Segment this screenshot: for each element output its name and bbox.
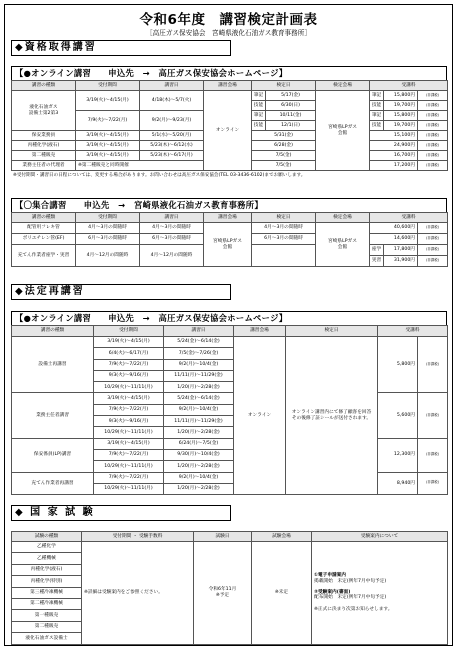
tax-cell: (非課税) bbox=[418, 438, 448, 472]
exam-info: ①電子申請案内 掲載開始 未定(例年7月中旬予定) ②受験案内(書面) 配布開始 未定(例年7月中旬予定) ※正式に決まり次第お知らせします。 bbox=[312, 542, 448, 645]
tax-cell: (非課税) bbox=[418, 131, 448, 141]
koshu-cell: 4/18(木)〜5/7(火) bbox=[140, 91, 204, 111]
online1-heading: 【●オンライン講習 申込先 → 高圧ガス保安協会ホームページ】 bbox=[11, 66, 447, 80]
koshu-cell: 4月〜12月の間随時 bbox=[140, 245, 204, 267]
header-cell: 講習日 bbox=[140, 213, 204, 223]
header-cell: 講習日 bbox=[164, 326, 234, 337]
course-name: 丙種化学(液石) bbox=[12, 141, 76, 151]
fee-tag: 筆記 bbox=[370, 91, 384, 101]
kokka-table bbox=[11, 531, 448, 645]
header-cell: 講習の種類 bbox=[12, 81, 76, 91]
koshu-cell: 6/24(月)〜7/5(金) bbox=[164, 438, 234, 449]
online1-table bbox=[11, 80, 448, 171]
kentei-cell: 12/1(日) bbox=[266, 121, 316, 131]
header-cell: 試験会場 bbox=[252, 532, 312, 542]
exam-type: 第二種冷凍機械 bbox=[12, 598, 82, 609]
koshu-cell: 1/20(月)〜2/28(金) bbox=[164, 427, 234, 438]
course-name: 充てん作業者座学・実習 bbox=[12, 245, 76, 267]
kentei-tag: 技能 bbox=[252, 101, 266, 111]
tax-cell: (非課税) bbox=[418, 91, 448, 101]
fee-cell: 12,300円 bbox=[378, 438, 418, 472]
kentei-cell: 5/17(金) bbox=[266, 91, 316, 101]
online2-heading: 【●オンライン講習 申込先 → 高圧ガス保安協会ホームページ】 bbox=[11, 311, 447, 325]
kentei-cell: 6月〜3月の間随時 bbox=[252, 234, 316, 245]
course-name: 配管用フレキ管 bbox=[12, 223, 76, 234]
fee-cell: 15,800円 bbox=[384, 111, 418, 121]
header-cell: 受講料 bbox=[378, 326, 448, 337]
tax-cell: (非課税) bbox=[418, 337, 448, 393]
header-cell: 検定日 bbox=[252, 213, 316, 223]
uketsuke-cell: 9/3(火)〜9/16(月) bbox=[94, 416, 164, 427]
uketsuke-cell: 7/9(火)〜7/22(月) bbox=[94, 359, 164, 370]
header-cell: 受付期間 bbox=[76, 81, 140, 91]
uketsuke-cell: 3/19(火)〜4/15(月) bbox=[94, 393, 164, 404]
fee-cell: 15,100円 bbox=[370, 131, 418, 141]
koshu-cell: 5/1(水)〜5/20(月) bbox=[140, 131, 204, 141]
page-subtitle: ［高圧ガス保安協会 宮崎県液化石油ガス教育事務所］ bbox=[146, 29, 311, 37]
koshu-cell: 11/11(月)〜11/29(金) bbox=[164, 370, 234, 381]
uketsuke-cell: 3/19(火)〜4/15(月) bbox=[76, 131, 140, 141]
koshu-cell: 1/20(月)〜2/28(金) bbox=[164, 483, 234, 494]
tax-cell: (非課税) bbox=[418, 161, 448, 171]
table-row bbox=[12, 91, 448, 101]
course-name: 設備士再講習 bbox=[12, 337, 94, 393]
header-cell: 受講料 bbox=[370, 81, 448, 91]
online1-header-row bbox=[12, 81, 448, 91]
tax-cell: (非課税) bbox=[418, 472, 448, 495]
uketsuke-cell: 10/29(火)〜11/11(月) bbox=[94, 382, 164, 393]
uketsuke-cell: 3/19(火)〜4/15(月) bbox=[76, 141, 140, 151]
exam-type: 乙種機械 bbox=[12, 553, 82, 564]
tax-cell: (非課税) bbox=[418, 223, 448, 234]
shugo-table bbox=[11, 212, 448, 267]
fee-cell: 14,600円 bbox=[370, 234, 418, 245]
page-title: 令和6年度 講習検定計画表 bbox=[139, 12, 318, 28]
uketsuke-cell: 3/19(火)〜4/15(月) bbox=[94, 438, 164, 449]
koshu-cell: 4月〜3月の間随時 bbox=[140, 223, 204, 234]
header-cell: 講習の種類 bbox=[12, 213, 76, 223]
fee-tag: 座学 bbox=[370, 245, 384, 256]
uketsuke-cell: 7/9(火)〜7/22(月) bbox=[94, 404, 164, 415]
tax-cell: (非課税) bbox=[418, 101, 448, 111]
uketsuke-cell: 3/19(火)〜4/15(月) bbox=[76, 151, 140, 161]
header-cell: 受付期間 bbox=[76, 213, 140, 223]
online1-note: ※受付期間・講習日の日程については、変更する場合があります。お問い合わせは高圧ガス保安協会(TEL 03-3436-6102)までお願いします。 bbox=[13, 173, 306, 178]
uketsuke-cell: 3/19(火)〜4/15(月) bbox=[76, 91, 140, 111]
uketsuke-cell: 10/29(火)〜11/11(月) bbox=[94, 427, 164, 438]
kentei-cell: 7/5(金) bbox=[252, 151, 316, 161]
koshu-cell: 9/2(月)〜10/4(金) bbox=[164, 359, 234, 370]
koshu-cell: 5/24(金)〜6/14(金) bbox=[164, 337, 234, 348]
kentei-cell bbox=[252, 245, 316, 267]
uketsuke-cell: 7/9(火)〜7/22(月) bbox=[94, 472, 164, 483]
header-cell: 検定会場 bbox=[316, 81, 370, 91]
course-name: 液化石油ガス 設備士第2第3 bbox=[12, 91, 76, 131]
course-name: 保安係員(LP)講習 bbox=[12, 438, 94, 472]
fee-cell: 19,700円 bbox=[384, 101, 418, 111]
kentei-tag: 技能 bbox=[252, 121, 266, 131]
uketsuke-cell: 10/29(火)〜11/11(月) bbox=[94, 483, 164, 494]
koshu-cell: 5/23(木)〜6/17(月) bbox=[140, 151, 204, 161]
fee-cell: 19,700円 bbox=[384, 121, 418, 131]
tax-cell: (非課税) bbox=[418, 111, 448, 121]
fee-cell: 5,600円 bbox=[378, 393, 418, 438]
shugo-heading: 【〇集合講習 申込先 → 宮崎県液化石油ガス教育事務所】 bbox=[11, 198, 447, 212]
koshu-cell: 7/5(金)〜7/26(金) bbox=[164, 348, 234, 359]
exam-type: 第三種冷凍機械 bbox=[12, 587, 82, 598]
table-row bbox=[12, 438, 448, 449]
header-cell: 受講料 bbox=[370, 213, 448, 223]
header-cell: 講習日 bbox=[140, 81, 204, 91]
koshu-cell: ※第二種販売と同時開催 bbox=[76, 161, 204, 171]
koshu-cell: 5/23(木)〜6/12(水) bbox=[140, 141, 204, 151]
tax-cell: (非課税) bbox=[418, 245, 448, 256]
header-cell: 講習会場 bbox=[204, 213, 252, 223]
course-name: 業務主任者講習 bbox=[12, 393, 94, 438]
fee-cell: 17,200円 bbox=[370, 161, 418, 171]
fee-cell: 15,800円 bbox=[384, 91, 418, 101]
fee-cell: 8,940円 bbox=[378, 472, 418, 495]
online2-header-row bbox=[12, 326, 448, 337]
kentei-tag: 筆記 bbox=[252, 111, 266, 121]
kentei-cell: オンライン講習内にて修了顧客を回答 その後修了証シールが送付されます。 bbox=[286, 337, 378, 495]
online2-table bbox=[11, 325, 448, 495]
uketsuke-cell: 6/4(火)〜6/17(月) bbox=[94, 348, 164, 359]
kentei-cell: 6/30(日) bbox=[266, 101, 316, 111]
koshu-cell: 1/20(月)〜2/28(金) bbox=[164, 461, 234, 472]
fee-tag: 筆記 bbox=[370, 111, 384, 121]
header-cell: 検定日 bbox=[286, 326, 378, 337]
fee-tag: 実習 bbox=[370, 256, 384, 267]
section-hotei-title: ◆法定再講習 bbox=[11, 284, 231, 300]
tax-cell: (非課税) bbox=[418, 141, 448, 151]
uketsuke-cell: 9/3(火)〜9/16(月) bbox=[94, 370, 164, 381]
exam-venue-cell: 宮崎県LPガス 会館 bbox=[316, 223, 370, 267]
header-cell: 受付期間 bbox=[94, 326, 164, 337]
fee-tag: 技能 bbox=[370, 101, 384, 111]
koshu-cell: 1/20(月)〜2/28(金) bbox=[164, 382, 234, 393]
exam-type: 丙種化学(液石) bbox=[12, 564, 82, 575]
fee-cell: 17,800円 bbox=[384, 245, 418, 256]
section-shikaku-title: ◆資格取得講習 bbox=[11, 40, 231, 56]
fee-cell: 31,900円 bbox=[384, 256, 418, 267]
tax-cell: (非課税) bbox=[418, 151, 448, 161]
koshu-cell: 9/30(月)〜10/4(金) bbox=[164, 449, 234, 460]
uketsuke-cell: 10/29(火)〜11/11(月) bbox=[94, 461, 164, 472]
kentei-cell: 6/28(金) bbox=[252, 141, 316, 151]
fee-tag: 技能 bbox=[370, 121, 384, 131]
fee-cell: 24,900円 bbox=[370, 141, 418, 151]
tax-cell: (非課税) bbox=[418, 121, 448, 131]
exam-type: 丙種化学(特別) bbox=[12, 576, 82, 587]
course-name: 第二種販売 bbox=[12, 151, 76, 161]
header-cell: 受付期間 ・ 受験手数料 bbox=[82, 532, 194, 542]
schedule-page bbox=[4, 4, 453, 646]
venue-cell: オンライン bbox=[204, 91, 252, 171]
exam-type: 液化石油ガス設備士 bbox=[12, 633, 82, 644]
table-row bbox=[12, 393, 448, 404]
venue-cell: 宮崎県LPガス 会館 bbox=[204, 223, 252, 267]
koshu-cell: 9/2(月)〜10/4(金) bbox=[164, 404, 234, 415]
exam-date: 令和6年11月 ※予定 bbox=[194, 542, 252, 645]
exam-type: 第一種販売 bbox=[12, 610, 82, 621]
kentei-cell: 10/11(金) bbox=[266, 111, 316, 121]
venue-cell: オンライン bbox=[234, 337, 286, 495]
kokka-header-row bbox=[12, 532, 448, 542]
header-cell: 検定会場 bbox=[316, 213, 370, 223]
uketsuke-cell: 7/9(火)〜7/22(月) bbox=[76, 111, 140, 131]
kentei-tag: 筆記 bbox=[252, 91, 266, 101]
fee-cell: 40,600円 bbox=[370, 223, 418, 234]
shugo-header-row bbox=[12, 213, 448, 223]
header-cell: 講習会場 bbox=[234, 326, 286, 337]
kentei-cell: 4月〜3月の間随時 bbox=[252, 223, 316, 234]
koshu-cell: 5/24(金)〜6/14(金) bbox=[164, 393, 234, 404]
header-cell: 検定日 bbox=[252, 81, 316, 91]
exam-type: 第二種販売 bbox=[12, 621, 82, 632]
uketsuke-cell: 3/19(火)〜4/15(月) bbox=[94, 337, 164, 348]
koshu-cell: 9/2(月)〜9/23(月) bbox=[140, 111, 204, 131]
kentei-cell: 5/31(金) bbox=[252, 131, 316, 141]
exam-uketsuke: ※詳細は受験案内をご参照ください。 bbox=[82, 542, 194, 645]
exam-venue: ※未定 bbox=[252, 542, 312, 645]
kentei-cell: 7/5(金) bbox=[252, 161, 316, 171]
koshu-cell: 9/2(月)〜10/4(金) bbox=[164, 472, 234, 483]
tax-cell: (非課税) bbox=[418, 234, 448, 245]
section-kokka-title: ◆ 国 家 試 験 bbox=[11, 505, 231, 521]
course-name: 保安業務員 bbox=[12, 131, 76, 141]
table-row bbox=[12, 223, 448, 234]
tax-cell: (非課税) bbox=[418, 256, 448, 267]
exam-venue-cell: 宮崎県LPガス 会館 bbox=[316, 91, 370, 171]
course-name: 充てん作業者再講習 bbox=[12, 472, 94, 495]
exam-type: 乙種化学 bbox=[12, 542, 82, 553]
fee-cell: 5,800円 bbox=[378, 337, 418, 393]
table-row bbox=[12, 337, 448, 348]
header-cell: 講習会場 bbox=[204, 81, 252, 91]
uketsuke-cell: 7/9(火)〜7/22(月) bbox=[94, 449, 164, 460]
koshu-cell: 11/11(月)〜11/29(金) bbox=[164, 416, 234, 427]
table-row bbox=[12, 542, 448, 553]
tax-cell: (非課税) bbox=[418, 393, 448, 438]
course-name: 業務主任者の代理者 bbox=[12, 161, 76, 171]
fee-cell: 16,700円 bbox=[370, 151, 418, 161]
header-cell: 受験案内について bbox=[312, 532, 448, 542]
header-cell: 試験の種類 bbox=[12, 532, 82, 542]
header-cell: 試験日 bbox=[194, 532, 252, 542]
course-name: ポリエチレン管(EF) bbox=[12, 234, 76, 245]
header-cell: 講習の種類 bbox=[12, 326, 94, 337]
koshu-cell: 6月〜3月の間随時 bbox=[140, 234, 204, 245]
uketsuke-cell: 4月〜3月の間随時 bbox=[76, 223, 140, 234]
table-row bbox=[12, 472, 448, 483]
uketsuke-cell: 4月〜12月の間随時 bbox=[76, 245, 140, 267]
uketsuke-cell: 6月〜3月の間随時 bbox=[76, 234, 140, 245]
